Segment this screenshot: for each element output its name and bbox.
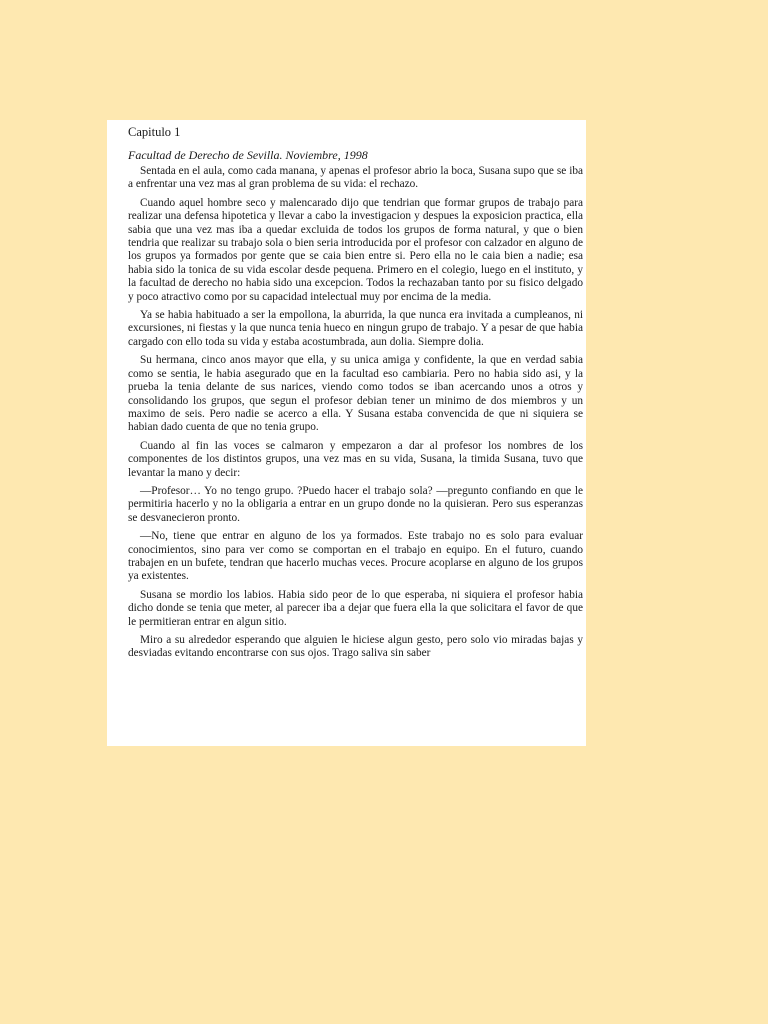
paragraph: Su hermana, cinco anos mayor que ella, y su unica amiga y confidente, la que en verdad sabia como se sentia, le habia asegurado que en la facultad eso cambiaria. Pero no habia sido asi, y la prueba la tenia delante de sus narices, viendo como todos se iban acercando unos a otros y consolidando los grupos, que segun el profesor debian tener un minimo de dos miembros y un maximo de seis. Pero nadie se acerco a ella. Y Susana estaba convencida de que ni siquiera se habian dado cuenta de que no tenia grupo. xyxy=(128,354,583,434)
paragraph: Cuando al fin las voces se calmaron y empezaron a dar al profesor los nombres de los componentes de los distintos grupos, una vez mas en su vida, Susana, la timida Susana, tuvo que levantar la mano y decir: xyxy=(128,439,583,479)
paragraph: —Profesor… Yo no tengo grupo. ?Puedo hacer el trabajo sola? —pregunto confiando en que le permitiria hacerlo y no la obligaria a entrar en un grupo donde no la quisieran. Pero sus esperanzas se desvanecieron pronto. xyxy=(128,484,583,524)
document-page xyxy=(107,120,586,746)
paragraph: Miro a su alrededor esperando que alguien le hiciese algun gesto, pero solo vio miradas bajas y desviadas evitando encontrarse con sus ojos. Trago saliva sin saber xyxy=(128,634,583,660)
paragraph: Susana se mordio los labios. Habia sido peor de lo que esperaba, ni siquiera el profesor habia dicho donde se tenia que meter, al parecer iba a dejar que fuera ella la que solicitara el favor de que le permitieran entrar en algun sitio. xyxy=(128,588,583,628)
paragraph: Sentada en el aula, como cada manana, y apenas el profesor abrio la boca, Susana supo que se iba a enfrentar una vez mas al gran problema de su vida: el rechazo. xyxy=(128,165,583,191)
paragraph: Ya se habia habituado a ser la empollona, la aburrida, la que nunca era invitada a cumpleanos, ni excursiones, ni fiestas y la que nunca tenia hueco en ningun grupo de trabajo. Y a pesar de que habia cargado con ello toda su vida y estaba acostumbrada, aun dolia. Siempre dolia. xyxy=(128,309,583,348)
chapter-heading: Capitulo 1 xyxy=(128,125,181,139)
chapter-subtitle: Facultad de Derecho de Sevilla. Noviembre, 1998 xyxy=(128,148,368,162)
paragraph: —No, tiene que entrar en alguno de los ya formados. Este trabajo no es solo para evaluar conocimientos, sino para ver como se comportan en el trabajo en equipo. En el futuro, cuando trabajen en un bufete, tendran que hacerlo muchas veces. Procure acoplarse en alguno de los grupos ya existentes. xyxy=(128,530,583,583)
paragraph: Cuando aquel hombre seco y malencarado dijo que tendrian que formar grupos de trabajo para realizar una defensa hipotetica y llevar a cabo la investigacion y despues la exposicion practica, ella sabia que una vez mas iba a quedar excluida de todos los grupos de forma natural, y que o bien tendria que realizar su trabajo sola o bien seria introducida por el profesor con calzador en alguno de los grupos ya formados por gente que se caia bien entre si. Pero ella no le caia bien a nadie; esa habia sido la tonica de su vida escolar desde pequena. Primero en el colegio, luego en el instituto, y la facultad de derecho no habia sido una excepcion. Todos la rechazaban tanto por su fisico delgado y poco atractivo como por su capacidad intelectual muy por encima de la media. xyxy=(128,196,583,303)
